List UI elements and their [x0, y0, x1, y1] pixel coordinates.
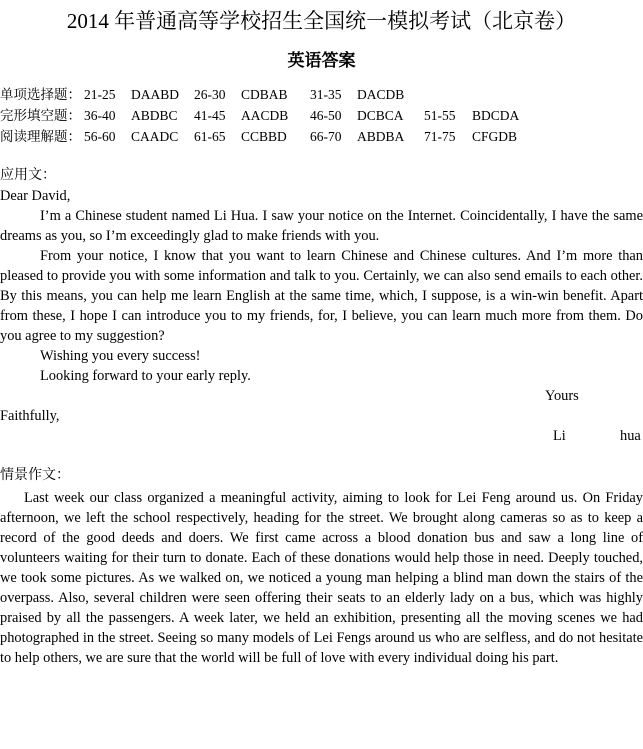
section-label-composition: 情景作文：	[0, 468, 70, 483]
section-label-letter: 应用文：	[0, 168, 56, 183]
answer-key	[0, 84, 643, 147]
answer-letters: BDCDA	[472, 108, 520, 123]
letter-closing	[0, 386, 643, 406]
answer-letters: ABDBA	[357, 129, 405, 144]
answer-range: 66-70	[310, 129, 342, 144]
letter-paragraph: Looking forward to your early reply.	[40, 368, 251, 384]
answer-row-single-choice	[0, 84, 643, 105]
answer-row-label: 单项选择题：	[0, 87, 81, 102]
answer-letters: DAABD	[131, 87, 180, 102]
answer-range: 26-30	[194, 87, 226, 102]
composition-paragraph: Last week our class organized a meaningful activity, aiming to look for Lei Feng around us. On Friday afternoon, we left the school respectively, heading for the street. We brought along cameras so as to keep a record of the good deeds and doers. We first came across a blood donation bus and saw a long line of volunteers waiting for their turn to donate. Each of these donations would help those in need. Deeply touched, we took some pictures. As we walked on, we noticed a young man helping a blind man down the stairs of the overpass. Also, several children were seen offering their seats to an elderly lady on a bus, which was highly praised by all the passengers. A week later, we held an exhibition, presenting all the moving scenes we had photographed in the street. Seeing so many models of Lei Fengs around us who are selfless, and do not hesitate to help others, we are sure that the world will be full of love with every individual doing his part.	[0, 490, 643, 666]
answer-row-reading	[0, 126, 643, 147]
answer-letters: CFGDB	[472, 129, 518, 144]
answer-range: 41-45	[194, 108, 226, 123]
answer-letters: CDBAB	[241, 87, 288, 102]
closing-word: Yours	[545, 388, 579, 404]
page-subtitle: 英语答案	[287, 51, 356, 71]
answer-letters: ABDBC	[131, 108, 178, 123]
answer-row-label: 阅读理解题：	[0, 129, 81, 144]
closing-second: Faithfully,	[0, 408, 60, 424]
signature-first: Li	[553, 428, 566, 444]
answer-range: 71-75	[424, 129, 456, 144]
answer-letters: AACDB	[241, 108, 289, 123]
answer-row-label: 完形填空题：	[0, 108, 81, 123]
letter-signature	[0, 426, 643, 446]
letter-paragraph: Wishing you every success!	[40, 348, 201, 364]
answer-range: 31-35	[310, 87, 342, 102]
answer-range: 56-60	[84, 129, 116, 144]
composition-body	[0, 488, 643, 668]
letter-salutation: Dear David,	[0, 188, 71, 204]
page-title: 2014 年普通高等学校招生全国统一模拟考试（北京卷）	[66, 9, 577, 33]
answer-row-cloze	[0, 105, 643, 126]
answer-range: 21-25	[84, 87, 116, 102]
letter-paragraph: From your notice, I know that you want to learn Chinese and Chinese cultures. And I’m more than pleased to provide you with some information and talk to you. Certainly, we can also send emails to each other. By this means, you can help me learn English at the same time, which, I suppose, is a win-win benefit. Apart from these, I hope I can introduce you to my friends, for, I believe, you can learn much more from them. Do you agree to my suggestion?	[0, 248, 643, 344]
signature-last: hua	[620, 428, 641, 444]
answer-range: 46-50	[310, 108, 342, 123]
letter-body	[0, 186, 643, 446]
answer-range: 51-55	[424, 108, 456, 123]
answer-range: 36-40	[84, 108, 116, 123]
answer-letters: CAADC	[131, 129, 179, 144]
answer-letters: CCBBD	[241, 129, 287, 144]
answer-letters: DCBCA	[357, 108, 404, 123]
letter-paragraph: I’m a Chinese student named Li Hua. I saw your notice on the Internet. Coincidentally, I have the same dreams as you, so I’m exceedingly glad to make friends with you.	[0, 208, 643, 244]
letter-closing-second	[0, 406, 643, 426]
answer-range: 61-65	[194, 129, 226, 144]
answer-letters: DACDB	[357, 87, 405, 102]
